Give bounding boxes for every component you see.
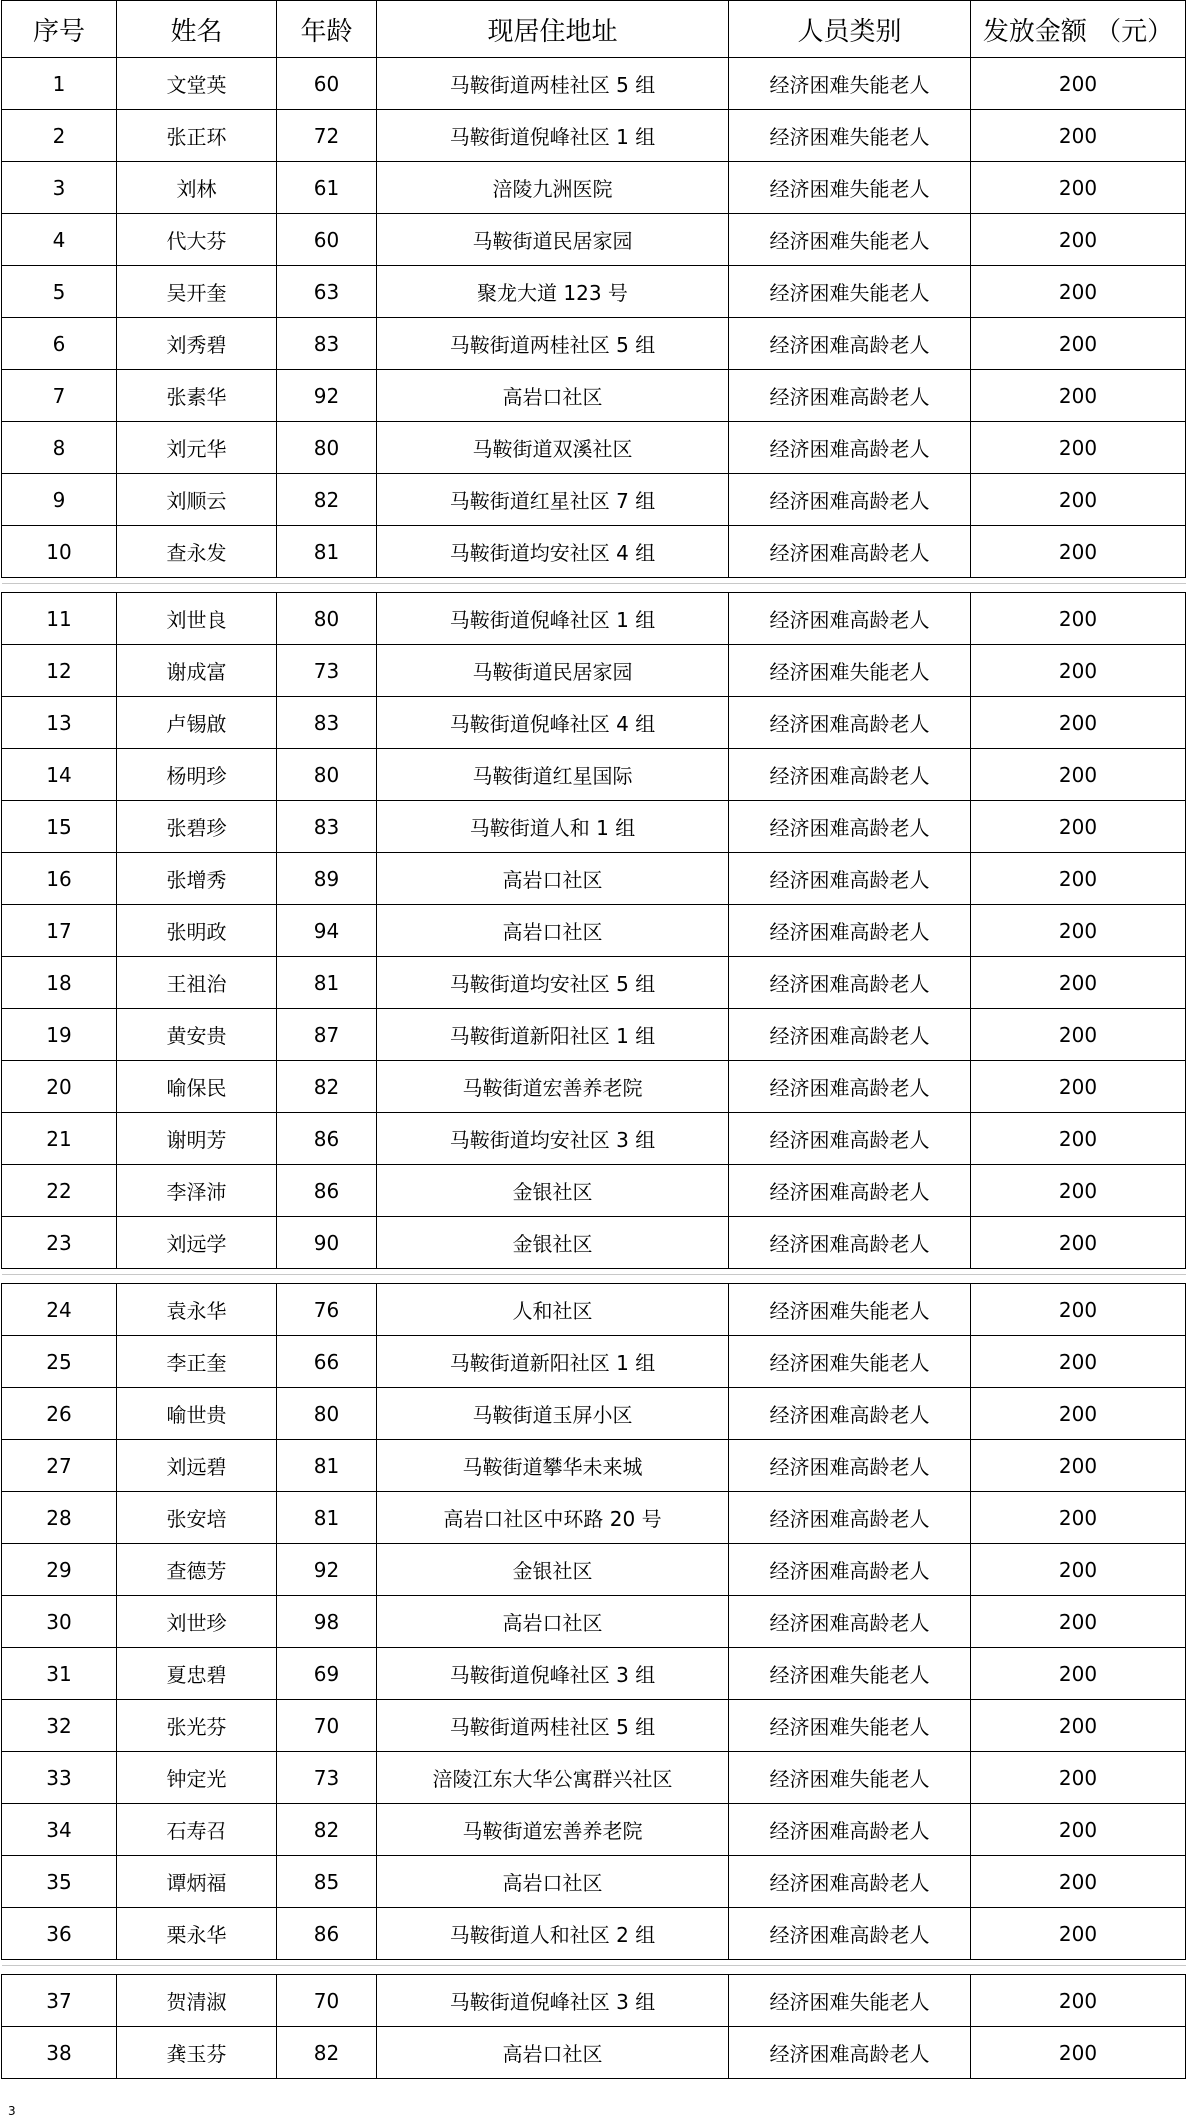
cell-amount: 200 bbox=[971, 697, 1186, 749]
cell-name: 钟定光 bbox=[117, 1752, 277, 1804]
cell-amount: 200 bbox=[971, 801, 1186, 853]
table-row bbox=[2, 1217, 1186, 1269]
cell-age: 63 bbox=[277, 266, 377, 318]
header-amount: 发放金额 （元） bbox=[971, 1, 1186, 58]
cell-category: 经济困难高龄老人 bbox=[729, 593, 971, 645]
cell-name: 查永发 bbox=[117, 526, 277, 578]
cell-age: 69 bbox=[277, 1648, 377, 1700]
cell-address: 聚龙大道 123 号 bbox=[377, 266, 729, 318]
cell-address: 马鞍街道新阳社区 1 组 bbox=[377, 1336, 729, 1388]
cell-amount: 200 bbox=[971, 905, 1186, 957]
cell-category: 经济困难高龄老人 bbox=[729, 1596, 971, 1648]
cell-category: 经济困难高龄老人 bbox=[729, 1388, 971, 1440]
header-name: 姓名 bbox=[117, 1, 277, 58]
cell-address: 马鞍街道倪峰社区 1 组 bbox=[377, 593, 729, 645]
cell-name: 谢明芳 bbox=[117, 1113, 277, 1165]
cell-index: 20 bbox=[2, 1061, 117, 1113]
cell-amount: 200 bbox=[971, 1804, 1186, 1856]
cell-age: 92 bbox=[277, 1544, 377, 1596]
cell-name: 贺清淑 bbox=[117, 1975, 277, 2027]
cell-amount: 200 bbox=[971, 1113, 1186, 1165]
table-row bbox=[2, 1648, 1186, 1700]
table-row bbox=[2, 1804, 1186, 1856]
cell-index: 25 bbox=[2, 1336, 117, 1388]
cell-index: 10 bbox=[2, 526, 117, 578]
cell-category: 经济困难高龄老人 bbox=[729, 853, 971, 905]
cell-age: 82 bbox=[277, 474, 377, 526]
page-break-line bbox=[2, 1960, 1186, 1974]
cell-name: 张光芬 bbox=[117, 1700, 277, 1752]
cell-address: 马鞍街道新阳社区 1 组 bbox=[377, 1009, 729, 1061]
cell-address: 人和社区 bbox=[377, 1284, 729, 1336]
cell-category: 经济困难高龄老人 bbox=[729, 1856, 971, 1908]
cell-age: 82 bbox=[277, 2027, 377, 2079]
table-row bbox=[2, 214, 1186, 266]
cell-amount: 200 bbox=[971, 422, 1186, 474]
cell-age: 83 bbox=[277, 318, 377, 370]
cell-index: 32 bbox=[2, 1700, 117, 1752]
cell-age: 98 bbox=[277, 1596, 377, 1648]
cell-name: 刘远碧 bbox=[117, 1440, 277, 1492]
table-row bbox=[2, 1752, 1186, 1804]
cell-name: 卢锡啟 bbox=[117, 697, 277, 749]
cell-name: 刘顺云 bbox=[117, 474, 277, 526]
cell-name: 张正环 bbox=[117, 110, 277, 162]
table-row bbox=[2, 318, 1186, 370]
cell-index: 21 bbox=[2, 1113, 117, 1165]
cell-age: 66 bbox=[277, 1336, 377, 1388]
table-row bbox=[2, 697, 1186, 749]
cell-address: 高岩口社区 bbox=[377, 370, 729, 422]
cell-index: 19 bbox=[2, 1009, 117, 1061]
table-row bbox=[2, 1336, 1186, 1388]
cell-name: 文堂英 bbox=[117, 58, 277, 110]
cell-name: 张素华 bbox=[117, 370, 277, 422]
table-row bbox=[2, 1596, 1186, 1648]
cell-age: 73 bbox=[277, 645, 377, 697]
cell-address: 马鞍街道均安社区 4 组 bbox=[377, 526, 729, 578]
cell-name: 张明政 bbox=[117, 905, 277, 957]
cell-age: 94 bbox=[277, 905, 377, 957]
cell-category: 经济困难高龄老人 bbox=[729, 697, 971, 749]
cell-amount: 200 bbox=[971, 1388, 1186, 1440]
page-break-divider bbox=[2, 1269, 1186, 1284]
cell-category: 经济困难失能老人 bbox=[729, 266, 971, 318]
cell-index: 16 bbox=[2, 853, 117, 905]
cell-age: 81 bbox=[277, 957, 377, 1009]
cell-age: 80 bbox=[277, 593, 377, 645]
cell-category: 经济困难失能老人 bbox=[729, 1975, 971, 2027]
cell-category: 经济困难高龄老人 bbox=[729, 801, 971, 853]
table-row bbox=[2, 801, 1186, 853]
cell-age: 76 bbox=[277, 1284, 377, 1336]
cell-index: 24 bbox=[2, 1284, 117, 1336]
cell-name: 刘秀碧 bbox=[117, 318, 277, 370]
cell-amount: 200 bbox=[971, 162, 1186, 214]
cell-index: 28 bbox=[2, 1492, 117, 1544]
table-row bbox=[2, 905, 1186, 957]
cell-index: 30 bbox=[2, 1596, 117, 1648]
cell-amount: 200 bbox=[971, 1061, 1186, 1113]
page-break-gap bbox=[2, 1269, 1186, 1284]
cell-amount: 200 bbox=[971, 1975, 1186, 2027]
subsidy-table bbox=[1, 0, 1186, 2079]
cell-amount: 200 bbox=[971, 1908, 1186, 1960]
cell-age: 80 bbox=[277, 1388, 377, 1440]
cell-age: 82 bbox=[277, 1061, 377, 1113]
cell-index: 18 bbox=[2, 957, 117, 1009]
table-row bbox=[2, 1492, 1186, 1544]
cell-category: 经济困难高龄老人 bbox=[729, 1165, 971, 1217]
page-break-gap bbox=[2, 578, 1186, 593]
cell-name: 杨明珍 bbox=[117, 749, 277, 801]
cell-name: 龚玉芬 bbox=[117, 2027, 277, 2079]
cell-address: 马鞍街道宏善养老院 bbox=[377, 1061, 729, 1113]
cell-name: 张碧珍 bbox=[117, 801, 277, 853]
cell-age: 80 bbox=[277, 749, 377, 801]
cell-address: 马鞍街道均安社区 5 组 bbox=[377, 957, 729, 1009]
cell-age: 81 bbox=[277, 1492, 377, 1544]
cell-index: 12 bbox=[2, 645, 117, 697]
cell-amount: 200 bbox=[971, 1284, 1186, 1336]
cell-amount: 200 bbox=[971, 1544, 1186, 1596]
cell-name: 谢成富 bbox=[117, 645, 277, 697]
cell-age: 83 bbox=[277, 801, 377, 853]
table-row bbox=[2, 645, 1186, 697]
cell-amount: 200 bbox=[971, 749, 1186, 801]
cell-category: 经济困难高龄老人 bbox=[729, 370, 971, 422]
table-header-row bbox=[2, 1, 1186, 58]
table-row bbox=[2, 1113, 1186, 1165]
cell-name: 夏忠碧 bbox=[117, 1648, 277, 1700]
cell-index: 6 bbox=[2, 318, 117, 370]
cell-index: 34 bbox=[2, 1804, 117, 1856]
cell-age: 86 bbox=[277, 1113, 377, 1165]
cell-name: 石寿召 bbox=[117, 1804, 277, 1856]
cell-index: 35 bbox=[2, 1856, 117, 1908]
cell-category: 经济困难失能老人 bbox=[729, 645, 971, 697]
cell-index: 8 bbox=[2, 422, 117, 474]
cell-amount: 200 bbox=[971, 266, 1186, 318]
cell-address: 马鞍街道红星国际 bbox=[377, 749, 729, 801]
cell-category: 经济困难高龄老人 bbox=[729, 1440, 971, 1492]
cell-category: 经济困难高龄老人 bbox=[729, 1544, 971, 1596]
cell-age: 92 bbox=[277, 370, 377, 422]
cell-category: 经济困难高龄老人 bbox=[729, 1217, 971, 1269]
cell-age: 61 bbox=[277, 162, 377, 214]
cell-amount: 200 bbox=[971, 474, 1186, 526]
cell-category: 经济困难高龄老人 bbox=[729, 2027, 971, 2079]
cell-address: 马鞍街道玉屏小区 bbox=[377, 1388, 729, 1440]
cell-amount: 200 bbox=[971, 853, 1186, 905]
cell-amount: 200 bbox=[971, 645, 1186, 697]
cell-amount: 200 bbox=[971, 1752, 1186, 1804]
cell-address: 涪陵江东大华公寓群兴社区 bbox=[377, 1752, 729, 1804]
cell-category: 经济困难失能老人 bbox=[729, 214, 971, 266]
table-body bbox=[2, 58, 1186, 2079]
cell-age: 85 bbox=[277, 1856, 377, 1908]
header-index: 序号 bbox=[2, 1, 117, 58]
cell-category: 经济困难高龄老人 bbox=[729, 1009, 971, 1061]
cell-address: 金银社区 bbox=[377, 1165, 729, 1217]
cell-address: 马鞍街道人和社区 2 组 bbox=[377, 1908, 729, 1960]
cell-amount: 200 bbox=[971, 214, 1186, 266]
table-row bbox=[2, 1009, 1186, 1061]
cell-amount: 200 bbox=[971, 1648, 1186, 1700]
cell-name: 代大芬 bbox=[117, 214, 277, 266]
cell-index: 38 bbox=[2, 2027, 117, 2079]
cell-index: 37 bbox=[2, 1975, 117, 2027]
cell-address: 涪陵九洲医院 bbox=[377, 162, 729, 214]
cell-amount: 200 bbox=[971, 2027, 1186, 2079]
cell-index: 31 bbox=[2, 1648, 117, 1700]
table-row bbox=[2, 1061, 1186, 1113]
cell-category: 经济困难高龄老人 bbox=[729, 318, 971, 370]
table-row bbox=[2, 1700, 1186, 1752]
cell-index: 23 bbox=[2, 1217, 117, 1269]
cell-name: 查德芳 bbox=[117, 1544, 277, 1596]
cell-amount: 200 bbox=[971, 1700, 1186, 1752]
cell-amount: 200 bbox=[971, 370, 1186, 422]
cell-category: 经济困难高龄老人 bbox=[729, 749, 971, 801]
cell-index: 22 bbox=[2, 1165, 117, 1217]
cell-address: 马鞍街道倪峰社区 4 组 bbox=[377, 697, 729, 749]
cell-index: 14 bbox=[2, 749, 117, 801]
cell-age: 70 bbox=[277, 1700, 377, 1752]
cell-category: 经济困难失能老人 bbox=[729, 58, 971, 110]
cell-address: 高岩口社区 bbox=[377, 1856, 729, 1908]
cell-name: 李正奎 bbox=[117, 1336, 277, 1388]
cell-age: 72 bbox=[277, 110, 377, 162]
cell-index: 5 bbox=[2, 266, 117, 318]
cell-category: 经济困难高龄老人 bbox=[729, 957, 971, 1009]
cell-address: 金银社区 bbox=[377, 1217, 729, 1269]
cell-index: 4 bbox=[2, 214, 117, 266]
cell-amount: 200 bbox=[971, 526, 1186, 578]
cell-index: 11 bbox=[2, 593, 117, 645]
cell-index: 2 bbox=[2, 110, 117, 162]
table-row bbox=[2, 370, 1186, 422]
table-row bbox=[2, 1165, 1186, 1217]
cell-address: 马鞍街道攀华未来城 bbox=[377, 1440, 729, 1492]
table-row bbox=[2, 1908, 1186, 1960]
table-row bbox=[2, 749, 1186, 801]
cell-category: 经济困难高龄老人 bbox=[729, 1492, 971, 1544]
cell-age: 81 bbox=[277, 526, 377, 578]
header-address: 现居住地址 bbox=[377, 1, 729, 58]
page-break-line bbox=[2, 578, 1186, 592]
cell-address: 马鞍街道红星社区 7 组 bbox=[377, 474, 729, 526]
cell-category: 经济困难失能老人 bbox=[729, 1700, 971, 1752]
table-row bbox=[2, 853, 1186, 905]
cell-name: 吴开奎 bbox=[117, 266, 277, 318]
cell-age: 60 bbox=[277, 214, 377, 266]
cell-amount: 200 bbox=[971, 1440, 1186, 1492]
cell-age: 89 bbox=[277, 853, 377, 905]
cell-address: 马鞍街道倪峰社区 3 组 bbox=[377, 1648, 729, 1700]
page-break-line bbox=[2, 1269, 1186, 1283]
cell-category: 经济困难失能老人 bbox=[729, 1648, 971, 1700]
cell-address: 马鞍街道倪峰社区 1 组 bbox=[377, 110, 729, 162]
table-row bbox=[2, 422, 1186, 474]
table-row bbox=[2, 1388, 1186, 1440]
cell-category: 经济困难失能老人 bbox=[729, 1336, 971, 1388]
cell-amount: 200 bbox=[971, 1856, 1186, 1908]
table-row bbox=[2, 593, 1186, 645]
cell-age: 70 bbox=[277, 1975, 377, 2027]
cell-address: 高岩口社区 bbox=[377, 853, 729, 905]
cell-index: 29 bbox=[2, 1544, 117, 1596]
cell-category: 经济困难失能老人 bbox=[729, 1752, 971, 1804]
cell-category: 经济困难失能老人 bbox=[729, 1284, 971, 1336]
cell-address: 马鞍街道宏善养老院 bbox=[377, 1804, 729, 1856]
cell-index: 17 bbox=[2, 905, 117, 957]
table-row bbox=[2, 266, 1186, 318]
cell-name: 喻世贵 bbox=[117, 1388, 277, 1440]
cell-address: 高岩口社区 bbox=[377, 905, 729, 957]
cell-category: 经济困难高龄老人 bbox=[729, 1804, 971, 1856]
cell-age: 86 bbox=[277, 1908, 377, 1960]
header-category: 人员类别 bbox=[729, 1, 971, 58]
cell-index: 33 bbox=[2, 1752, 117, 1804]
cell-category: 经济困难高龄老人 bbox=[729, 422, 971, 474]
cell-age: 86 bbox=[277, 1165, 377, 1217]
cell-category: 经济困难高龄老人 bbox=[729, 1908, 971, 1960]
cell-age: 90 bbox=[277, 1217, 377, 1269]
cell-age: 60 bbox=[277, 58, 377, 110]
cell-index: 9 bbox=[2, 474, 117, 526]
cell-name: 喻保民 bbox=[117, 1061, 277, 1113]
cell-address: 马鞍街道倪峰社区 3 组 bbox=[377, 1975, 729, 2027]
cell-name: 谭炳福 bbox=[117, 1856, 277, 1908]
cell-category: 经济困难高龄老人 bbox=[729, 1061, 971, 1113]
cell-index: 13 bbox=[2, 697, 117, 749]
cell-name: 刘远学 bbox=[117, 1217, 277, 1269]
table-row bbox=[2, 58, 1186, 110]
cell-category: 经济困难高龄老人 bbox=[729, 905, 971, 957]
cell-category: 经济困难高龄老人 bbox=[729, 1113, 971, 1165]
cell-index: 27 bbox=[2, 1440, 117, 1492]
cell-address: 马鞍街道两桂社区 5 组 bbox=[377, 1700, 729, 1752]
table-row bbox=[2, 1284, 1186, 1336]
cell-amount: 200 bbox=[971, 1336, 1186, 1388]
cell-name: 栗永华 bbox=[117, 1908, 277, 1960]
cell-name: 袁永华 bbox=[117, 1284, 277, 1336]
cell-index: 7 bbox=[2, 370, 117, 422]
cell-address: 马鞍街道人和 1 组 bbox=[377, 801, 729, 853]
table-row bbox=[2, 1440, 1186, 1492]
page-break-gap bbox=[2, 1960, 1186, 1975]
page-number: 3 bbox=[8, 2104, 16, 2118]
cell-name: 刘世珍 bbox=[117, 1596, 277, 1648]
cell-amount: 200 bbox=[971, 58, 1186, 110]
cell-age: 82 bbox=[277, 1804, 377, 1856]
cell-address: 马鞍街道均安社区 3 组 bbox=[377, 1113, 729, 1165]
cell-age: 73 bbox=[277, 1752, 377, 1804]
cell-category: 经济困难高龄老人 bbox=[729, 474, 971, 526]
cell-address: 马鞍街道民居家园 bbox=[377, 645, 729, 697]
cell-category: 经济困难失能老人 bbox=[729, 162, 971, 214]
table-row bbox=[2, 110, 1186, 162]
cell-name: 刘林 bbox=[117, 162, 277, 214]
cell-address: 高岩口社区 bbox=[377, 1596, 729, 1648]
cell-address: 马鞍街道民居家园 bbox=[377, 214, 729, 266]
cell-age: 80 bbox=[277, 422, 377, 474]
cell-name: 张安培 bbox=[117, 1492, 277, 1544]
cell-name: 刘元华 bbox=[117, 422, 277, 474]
table-row bbox=[2, 1544, 1186, 1596]
cell-age: 81 bbox=[277, 1440, 377, 1492]
header-age: 年龄 bbox=[277, 1, 377, 58]
cell-index: 36 bbox=[2, 1908, 117, 1960]
table-row bbox=[2, 526, 1186, 578]
table-row bbox=[2, 957, 1186, 1009]
cell-name: 黄安贵 bbox=[117, 1009, 277, 1061]
page-break-divider bbox=[2, 578, 1186, 593]
cell-index: 3 bbox=[2, 162, 117, 214]
cell-address: 马鞍街道两桂社区 5 组 bbox=[377, 318, 729, 370]
cell-index: 15 bbox=[2, 801, 117, 853]
cell-address: 高岩口社区 bbox=[377, 2027, 729, 2079]
cell-category: 经济困难高龄老人 bbox=[729, 526, 971, 578]
cell-category: 经济困难失能老人 bbox=[729, 110, 971, 162]
cell-index: 26 bbox=[2, 1388, 117, 1440]
table-row bbox=[2, 1975, 1186, 2027]
cell-index: 1 bbox=[2, 58, 117, 110]
table-row bbox=[2, 474, 1186, 526]
cell-amount: 200 bbox=[971, 1492, 1186, 1544]
cell-address: 金银社区 bbox=[377, 1544, 729, 1596]
cell-amount: 200 bbox=[971, 593, 1186, 645]
page-break-divider bbox=[2, 1960, 1186, 1975]
table-row bbox=[2, 1856, 1186, 1908]
cell-name: 张增秀 bbox=[117, 853, 277, 905]
cell-amount: 200 bbox=[971, 957, 1186, 1009]
cell-amount: 200 bbox=[971, 1165, 1186, 1217]
cell-name: 李泽沛 bbox=[117, 1165, 277, 1217]
cell-age: 87 bbox=[277, 1009, 377, 1061]
cell-amount: 200 bbox=[971, 318, 1186, 370]
cell-amount: 200 bbox=[971, 1217, 1186, 1269]
cell-amount: 200 bbox=[971, 1596, 1186, 1648]
cell-address: 马鞍街道双溪社区 bbox=[377, 422, 729, 474]
cell-amount: 200 bbox=[971, 1009, 1186, 1061]
cell-name: 刘世良 bbox=[117, 593, 277, 645]
cell-address: 马鞍街道两桂社区 5 组 bbox=[377, 58, 729, 110]
cell-address: 高岩口社区中环路 20 号 bbox=[377, 1492, 729, 1544]
table-row bbox=[2, 2027, 1186, 2079]
table-row bbox=[2, 162, 1186, 214]
cell-amount: 200 bbox=[971, 110, 1186, 162]
cell-age: 83 bbox=[277, 697, 377, 749]
cell-name: 王祖治 bbox=[117, 957, 277, 1009]
